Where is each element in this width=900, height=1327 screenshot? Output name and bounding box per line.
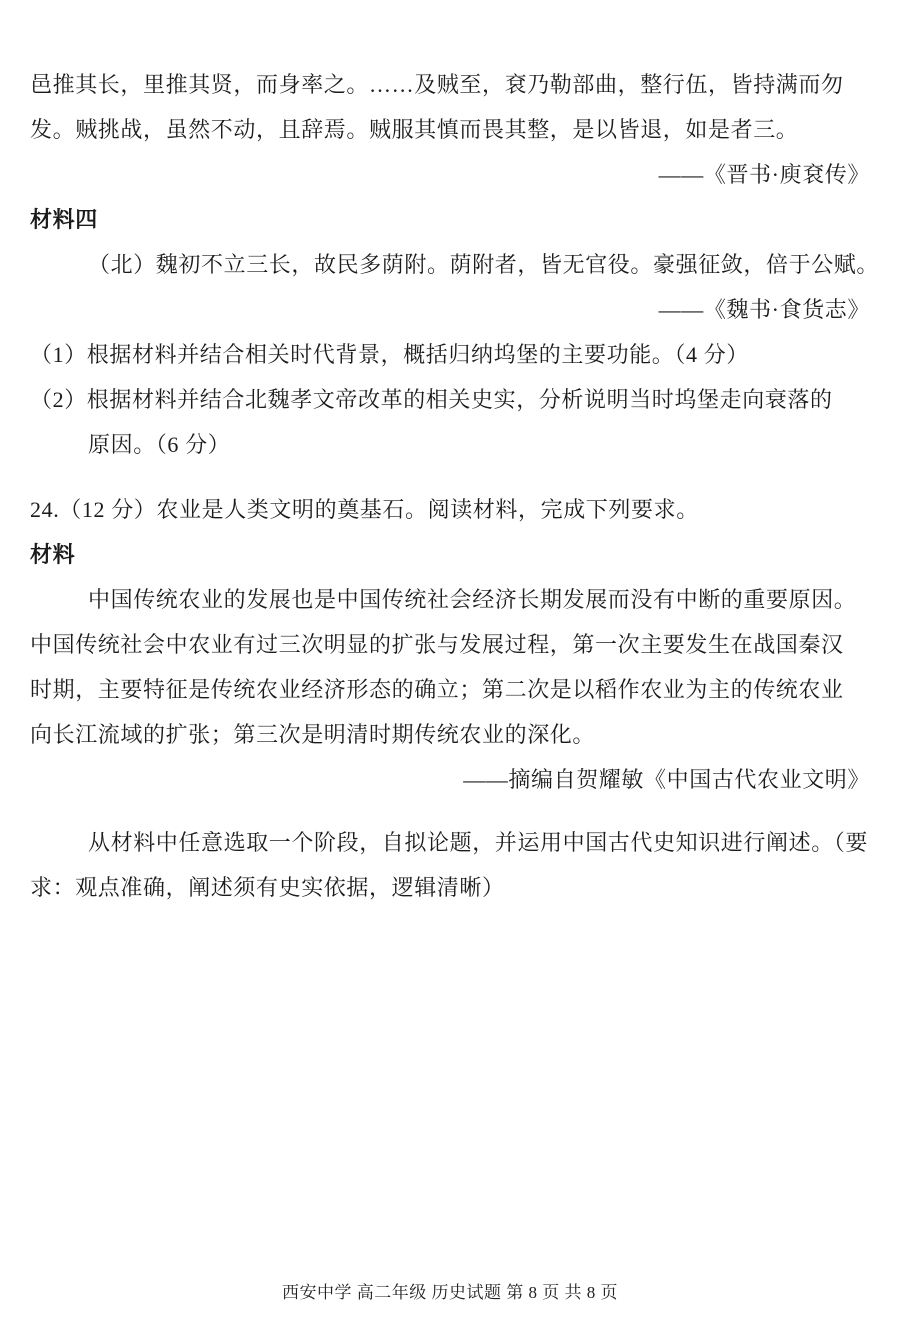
q24-material-line-1: 中国传统农业的发展也是中国传统社会经济长期发展而没有中断的重要原因。: [88, 587, 857, 612]
q23-source-weishu: ——《魏书·食货志》: [658, 297, 870, 322]
q23-source-jinshu: ——《晋书·庾袞传》: [658, 162, 870, 187]
material-heading: 材料: [30, 542, 76, 567]
q24-material-line-3: 时期，主要特征是传统农业经济形态的确立；第二次是以稻作农业为主的传统农业: [30, 677, 844, 702]
page-footer: [0, 1278, 900, 1303]
material-4-text: （北）魏初不立三长，故民多荫附。荫附者，皆无官役。豪强征敛，倍于公赋。: [88, 252, 880, 277]
material-4-heading: 材料四: [30, 207, 98, 232]
footer-text: 西安中学 高二年级 历史试题 第 8 页 共 8 页: [282, 1283, 618, 1302]
q23-sub-question-2-line-2: 原因。（6 分）: [88, 432, 231, 457]
q24-source: ——摘编自贺耀敏《中国古代农业文明》: [463, 767, 870, 792]
q23-quote-line-1: 邑推其长，里推其贤，而身率之。……及贼至，袞乃勒部曲，整行伍，皆持满而勿: [30, 72, 844, 97]
q24-task-line-2: 求：观点准确，阐述须有史实依据，逻辑清晰）: [30, 875, 505, 900]
q24-material-line-2: 中国传统社会中农业有过三次明显的扩张与发展过程，第一次主要发生在战国秦汉: [30, 632, 844, 657]
q23-quote-line-2: 发。贼挑战，虽然不动，且辞焉。贼服其慎而畏其整，是以皆退，如是者三。: [30, 117, 799, 142]
q24-stem: 24.（12 分）农业是人类文明的奠基石。阅读材料，完成下列要求。: [30, 497, 699, 522]
q24-material-line-4: 向长江流域的扩张；第三次是明清时期传统农业的深化。: [30, 722, 596, 747]
q23-sub-question-1: （1）根据材料并结合相关时代背景，概括归纳坞堡的主要功能。（4 分）: [30, 342, 749, 367]
q24-task-line-1: 从材料中任意选取一个阶段，自拟论题，并运用中国古代史知识进行阐述。（要: [88, 830, 869, 855]
q23-sub-question-2-line-1: （2）根据材料并结合北魏孝文帝改革的相关史实，分析说明当时坞堡走向衰落的: [30, 387, 833, 412]
